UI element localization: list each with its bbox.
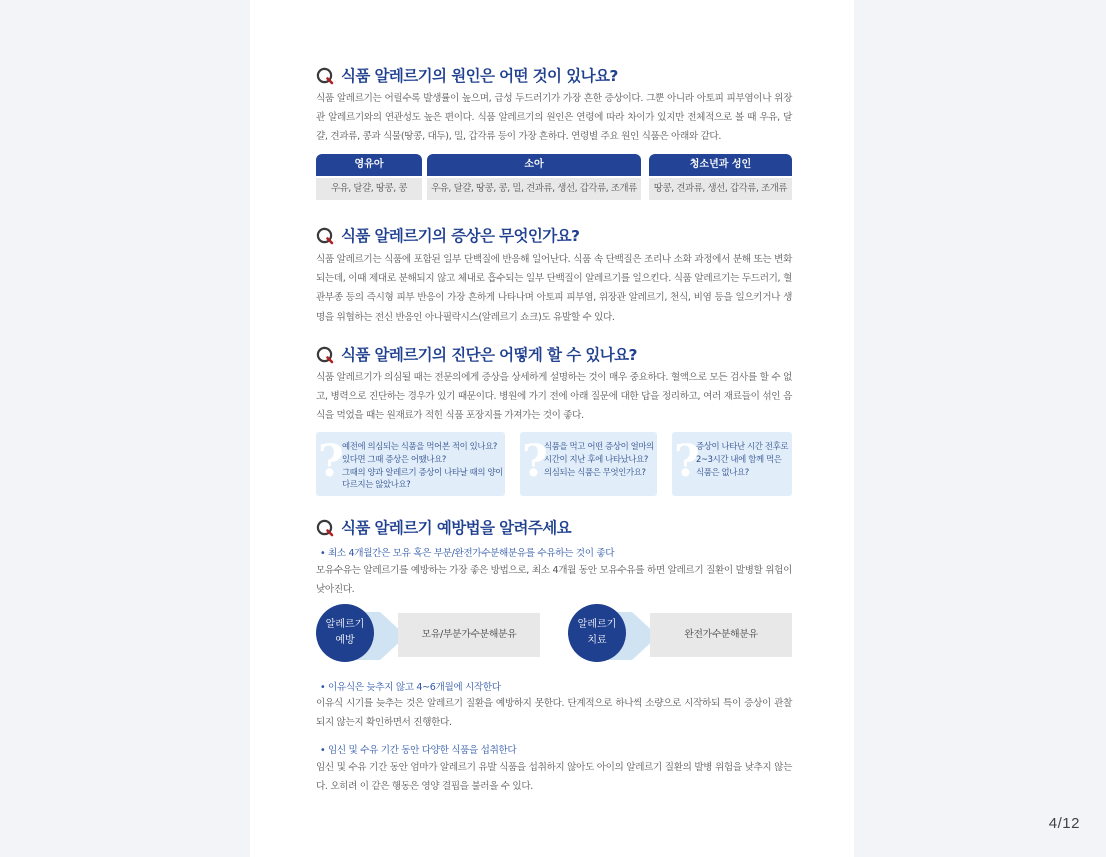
flow-circle-line: 알레르기 (577, 619, 617, 630)
flow-circle (316, 604, 374, 662)
section-title: 식품 알레르기의 원인은 어떤 것이 있나요? (341, 67, 618, 85)
flow-circle-line: 예방 (335, 635, 355, 646)
question-text (696, 440, 788, 478)
question-mark-icon: ? (318, 436, 344, 487)
question-line: 식품을 먹고 어떤 증상이 얼마의 (544, 441, 654, 451)
section-body-causes: 식품 알레르기는 어릴수록 발생률이 높으며, 급성 두드러기가 가장 흔한 증상이다. 그뿐 아니라 아토피 피부염이나 위장관 알레르기와의 연관성도 높은 편이다. 식품 알레르기의 원인은 연령에 따라 차이가 있지만 전체적으로 볼 때 우유, 달걀, 견과류, 콩과 식물(땅콩, 대두), 밀, 갑각류 등이 가장 흔하다. 연령별 주요 원인 식품은 아래와 같다. (316, 93, 792, 143)
q-icon (316, 346, 334, 364)
age-foods-table (316, 154, 792, 202)
flow-circle (568, 604, 626, 662)
page-number: 4/12 (1048, 815, 1080, 832)
question-line: 증상이 나타난 시간 전후로 (696, 441, 789, 451)
q-icon (316, 227, 334, 245)
flow-circle-line: 치료 (587, 635, 607, 646)
flow-treatment (568, 604, 792, 664)
q-icon (316, 67, 334, 85)
section-heading-symptoms (316, 224, 579, 246)
flow-circle-line: 알레르기 (325, 619, 365, 630)
question-box (520, 432, 657, 496)
flow-prevention (316, 604, 540, 664)
prevention-body: 모유수유는 알레르기를 예방하는 가장 좋은 방법으로, 최소 4개월 동안 모유수유를 하면 알레르기 질환이 발병할 위험이 낮아진다. (316, 565, 792, 596)
prevention-bullet: • 최소 4개월간은 모유 혹은 부분/완전가수분해분유를 수유하는 것이 좋다 (320, 548, 615, 559)
question-line: 시간이 지난 후에 나타났나요? (544, 453, 648, 464)
question-box (672, 432, 792, 496)
age-column-adult (649, 154, 792, 202)
age-column-foods: 땅콩, 견과류, 생선, 갑각류, 조개류 (649, 178, 792, 200)
section-heading-diagnosis (316, 343, 637, 365)
question-line: 식품은 없나요? (696, 466, 749, 477)
age-column-infant (316, 154, 422, 202)
flow-box: 완전가수분해분유 (650, 613, 792, 657)
prevention-body: 임신 및 수유 기간 동안 엄마가 알레르기 유발 식품을 섭취하지 않아도 아이의 알레르기 질환의 발병 위험을 낮추지 않는다. 오히려 이 같은 행동은 영양 결핍을 불러올 수 있다. (316, 762, 792, 793)
prevention-body: 이유식 시기를 늦추는 것은 알레르기 질환을 예방하지 못한다. 단계적으로 하나씩 소량으로 시작하되 특이 증상이 관찰되지 않는지 확인하면서 진행한다. (316, 698, 792, 729)
section-title: 식품 알레르기의 진단은 어떻게 할 수 있나요? (341, 346, 637, 364)
age-column-header: 영유아 (316, 154, 422, 176)
age-column-child (427, 154, 641, 202)
section-heading-prevention (316, 516, 571, 538)
age-column-header: 소아 (427, 154, 641, 176)
section-heading-causes (316, 64, 618, 86)
prevention-bullet: • 임신 및 수유 기간 동안 다양한 식품을 섭취한다 (320, 745, 517, 756)
question-text (342, 440, 503, 491)
section-body-diagnosis: 식품 알레르기가 의심될 때는 전문의에게 증상을 상세하게 설명하는 것이 매우 중요하다. 혈액으로 모든 검사를 할 수 없고, 병력으로 진단하는 경우가 있기 때문이다. 병원에 가기 전에 아래 질문에 대한 답을 정리하고, 여러 재료들이 섞인 음식을 먹었을 때는 원재료가 적힌 식품 포장지를 가져가는 것이 좋다. (316, 372, 792, 422)
question-mark-icon: ? (674, 436, 700, 487)
q-icon (316, 519, 334, 537)
age-column-foods: 우유, 달걀, 땅콩, 콩 (316, 178, 422, 200)
section-title: 식품 알레르기 예방법을 알려주세요 (341, 519, 571, 537)
section-body-symptoms: 식품 알레르기는 식품에 포함된 일부 단백질에 반응해 일어난다. 식품 속 단백질은 조리나 소화 과정에서 분해 또는 변화되는데, 이때 제대로 분해되지 않고 체내로 흡수되는 일부 단백질이 알레르기를 일으킨다. 식품 알레르기는 두드러기, 혈관부종 등의 즉시형 피부 반응이 가장 흔하게 나타나며 아토피 피부염, 위장관 알레르기, 천식, 비염 등을 일으키거나 생명을 위협하는 전신 반응인 아나필락시스(알레르기 쇼크)도 유발할 수 있다. (316, 254, 792, 323)
question-line: 있다면 그때 증상은 어땠나요? (342, 453, 446, 464)
section-title: 식품 알레르기의 증상은 무엇인가요? (341, 227, 580, 245)
question-mark-icon: ? (522, 436, 548, 487)
age-column-foods: 우유, 달걀, 땅콩, 콩, 밀, 견과류, 생선, 갑각류, 조개류 (427, 178, 641, 200)
question-box (316, 432, 505, 496)
flow-box: 모유/부분가수분해분유 (398, 613, 540, 657)
question-line: 2~3시간 내에 함께 먹은 (696, 453, 782, 464)
age-column-header: 청소년과 성인 (649, 154, 792, 176)
question-line: 다르지는 않았나요? (342, 479, 411, 490)
question-text (544, 440, 654, 478)
question-line: 예전에 의심되는 식품을 먹어본 적이 있나요? (342, 441, 497, 451)
question-line: 그때의 양과 알레르기 증상이 나타날 때의 양이 (342, 466, 503, 477)
prevention-bullet: • 이유식은 늦추지 않고 4~6개월에 시작한다 (320, 682, 501, 693)
question-line: 의심되는 식품은 무엇인가요? (544, 466, 646, 477)
document-page (250, 0, 854, 857)
